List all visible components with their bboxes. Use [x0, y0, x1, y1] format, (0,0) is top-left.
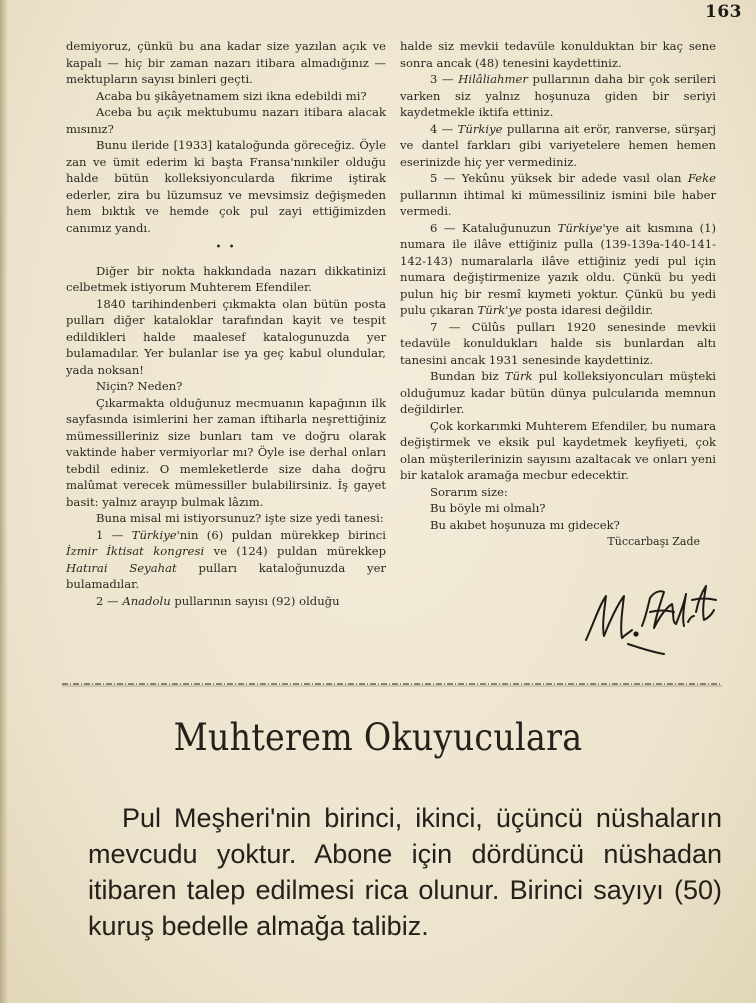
list-item-text: ve (124) puldan mürekkep [204, 544, 386, 558]
ornamental-divider [62, 680, 722, 688]
paragraph: Acaba bu şikâyetnamem sizi ikna edebildi mi? [96, 88, 367, 103]
list-item-text: 'ye ait kısmına (1) numara ile ilâve ettiğiniz pulla (139-139a-140-141-142-143) numaralarla ilâve ettiğiniz yedi pul için numara değiştirmenize yazık oldu. Çünkü bu yedi pulun hiç bir resmî kıymeti yoktur. Çünkü bu yedi pulu çıkaran [400, 220, 716, 317]
paragraph: Sorarım size: [430, 484, 508, 499]
paragraph: Niçin? Neden? [96, 379, 183, 393]
list-item-4 [400, 121, 716, 171]
italic-name: Türkiye [557, 220, 603, 235]
italic-name: Türk [504, 369, 533, 383]
list-item-prefix: 5 — Yekûnu yüksek bir adede vasıl olan [430, 171, 688, 185]
paragraph: Çıkarmakta olduğunuz mecmuanın kapağının ilk sayfasında isimlerini her zaman iftiharla neşrettiğiniz mümessilleriniz size bunları tam ve doğru olarak vaktinde haber vermiyorlar mı? Öyle ise derhal onları tebdil ediniz. O memleketlerde size daha doğru malûmat verecek mümessiller bulabilirsiniz. İş gayet basit: yalnız arayıp bulmak lâzım. [66, 395, 386, 509]
list-item-text: posta idaresi değildir. [521, 303, 654, 317]
paragraph: demiyoruz, çünkü bu ana kadar size yazılan açık ve kapalı — hiç bir zaman nazarı itibara almadığınız — mektupların sayısı binleri geçti. [66, 39, 386, 86]
signer-name: Tüccarbaşı Zade [607, 535, 700, 548]
list-item-2 [66, 593, 386, 610]
notice-body [88, 800, 722, 944]
page-number: 163 [705, 2, 742, 22]
list-item-7: 7 — Cülûs pulları 1920 senesinde mevkii tedavüle konuldukları halde sis bunlardan altı tanesini ancak 1931 senesinde kaydettiniz. [400, 319, 716, 367]
italic-name: Feke [687, 171, 716, 185]
notice-title: Muhterem Okuyuculara [173, 716, 583, 759]
list-item-text: pullarının sayısı (92) olduğu [170, 593, 340, 608]
section-separator: • • [215, 242, 237, 253]
right-column [400, 38, 716, 551]
italic-name: Hatırai Seyahat [66, 560, 177, 575]
italic-name: Türkiye [131, 527, 177, 542]
list-item-prefix: 2 — [96, 593, 123, 608]
list-item-prefix: 3 — [430, 72, 459, 86]
list-item-prefix: 4 — [430, 121, 458, 136]
paragraph: Bu böyle mi olmalı? [430, 501, 546, 515]
list-item-text: pullarının daha bir çok serileri varken siz yalnız hoşunuza giden bir seriyi kaydetmekle iktifa ettiniz. [400, 72, 716, 119]
list-item-prefix: 6 — Kataluğunuzun [430, 220, 558, 235]
list-item-3 [400, 71, 716, 121]
paragraph-text: pul kolleksiyoncuları müşteki olduğumuz kadar bütün dünya pulcularıda memnun değildirler. [400, 369, 716, 416]
paragraph: Aceba bu açık mektubumu nazarı itibara alacak mısınız? [66, 105, 386, 136]
paragraph: Buna misal mi istiyorsunuz? işte size yedi tanesi: [96, 511, 384, 525]
italic-name: Türkiye [457, 121, 503, 136]
list-item-6 [400, 220, 716, 319]
list-item-text: pullarına ait erör, ranverse, sürşarj ve dantel farkları gibi variyetelere hemen hemen eserinizde hiç yer vermediniz. [400, 121, 716, 169]
list-item-text: 'nin (6) puldan mürekkep birinci [176, 527, 386, 542]
list-item-text: pullarının ihtimal ki mümessiliniz ismini bile haber vermedi. [400, 187, 716, 218]
list-item-5 [400, 170, 716, 220]
italic-name: İzmir İktisat kongresi [66, 544, 205, 558]
paragraph: 1840 tarihindenberi çıkmakta olan bütün posta pulları diğer kataloklar tarafından kayit ve tespit edildikleri halde maalesef katalogunuzda yer bulamadılar. Yer bulanlar ise ya geç kabul olundular, yada noksan! [66, 296, 386, 377]
list-item-text: pulları kataloğunuzda yer bulamadılar. [66, 560, 386, 591]
left-column [66, 38, 386, 609]
list-item-prefix: 1 — [96, 527, 132, 542]
italic-name: Türk'ye [477, 303, 522, 317]
list-item-1 [66, 527, 386, 593]
notice-text: Pul Meşheri'nin birinci, ikinci, üçüncü nüshaların mevcudu yoktur. Abone için dördüncü nüshadan itibaren talep edilmesi rica olunur. Birinci sayıyı (50) kuruş bedelle almağa talibiz. [88, 803, 722, 941]
italic-name: Anadolu [122, 593, 171, 608]
paragraph: halde siz mevkii tedavüle konulduktan bir kaç sene sonra ancak (48) tenesini kaydettiniz. [400, 39, 716, 70]
paragraph: Diğer bir nokta hakkındada nazarı dikkatinizi celbetmek istiyorum Muhterem Efendiler. [66, 263, 386, 294]
paragraph: Bunu ileride [1933] kataloğunda göreceğiz. Öyle zan ve ümit ederim ki başta Fransa'nınkiler olduğu halde bütün kolleksiyoncularda fikrime iştirak ederler, zira bu lüzumsuz ve mevsimsiz değişmeden hem bıktık ve hemde çok pul zayi ettiğimizden canımız yandı. [66, 138, 386, 235]
handwritten-signature [580, 582, 720, 656]
paragraph-text: Bundan biz [430, 369, 505, 383]
paragraph: Çok korkarımki Muhterem Efendiler, bu numara değiştirmek ve eksik pul kaydetmek keyfiyeti, çok olan müşterilerinizin sayısını azaltacak ve onları yeni bir katalok aramağa mecbur edecektir. [400, 418, 716, 482]
paragraph: Bu akıbet hoşunuza mı gidecek? [430, 517, 620, 532]
page-edge-shadow [0, 0, 8, 1003]
paragraph [400, 368, 716, 418]
italic-name: Hilâliahmer [458, 72, 528, 86]
